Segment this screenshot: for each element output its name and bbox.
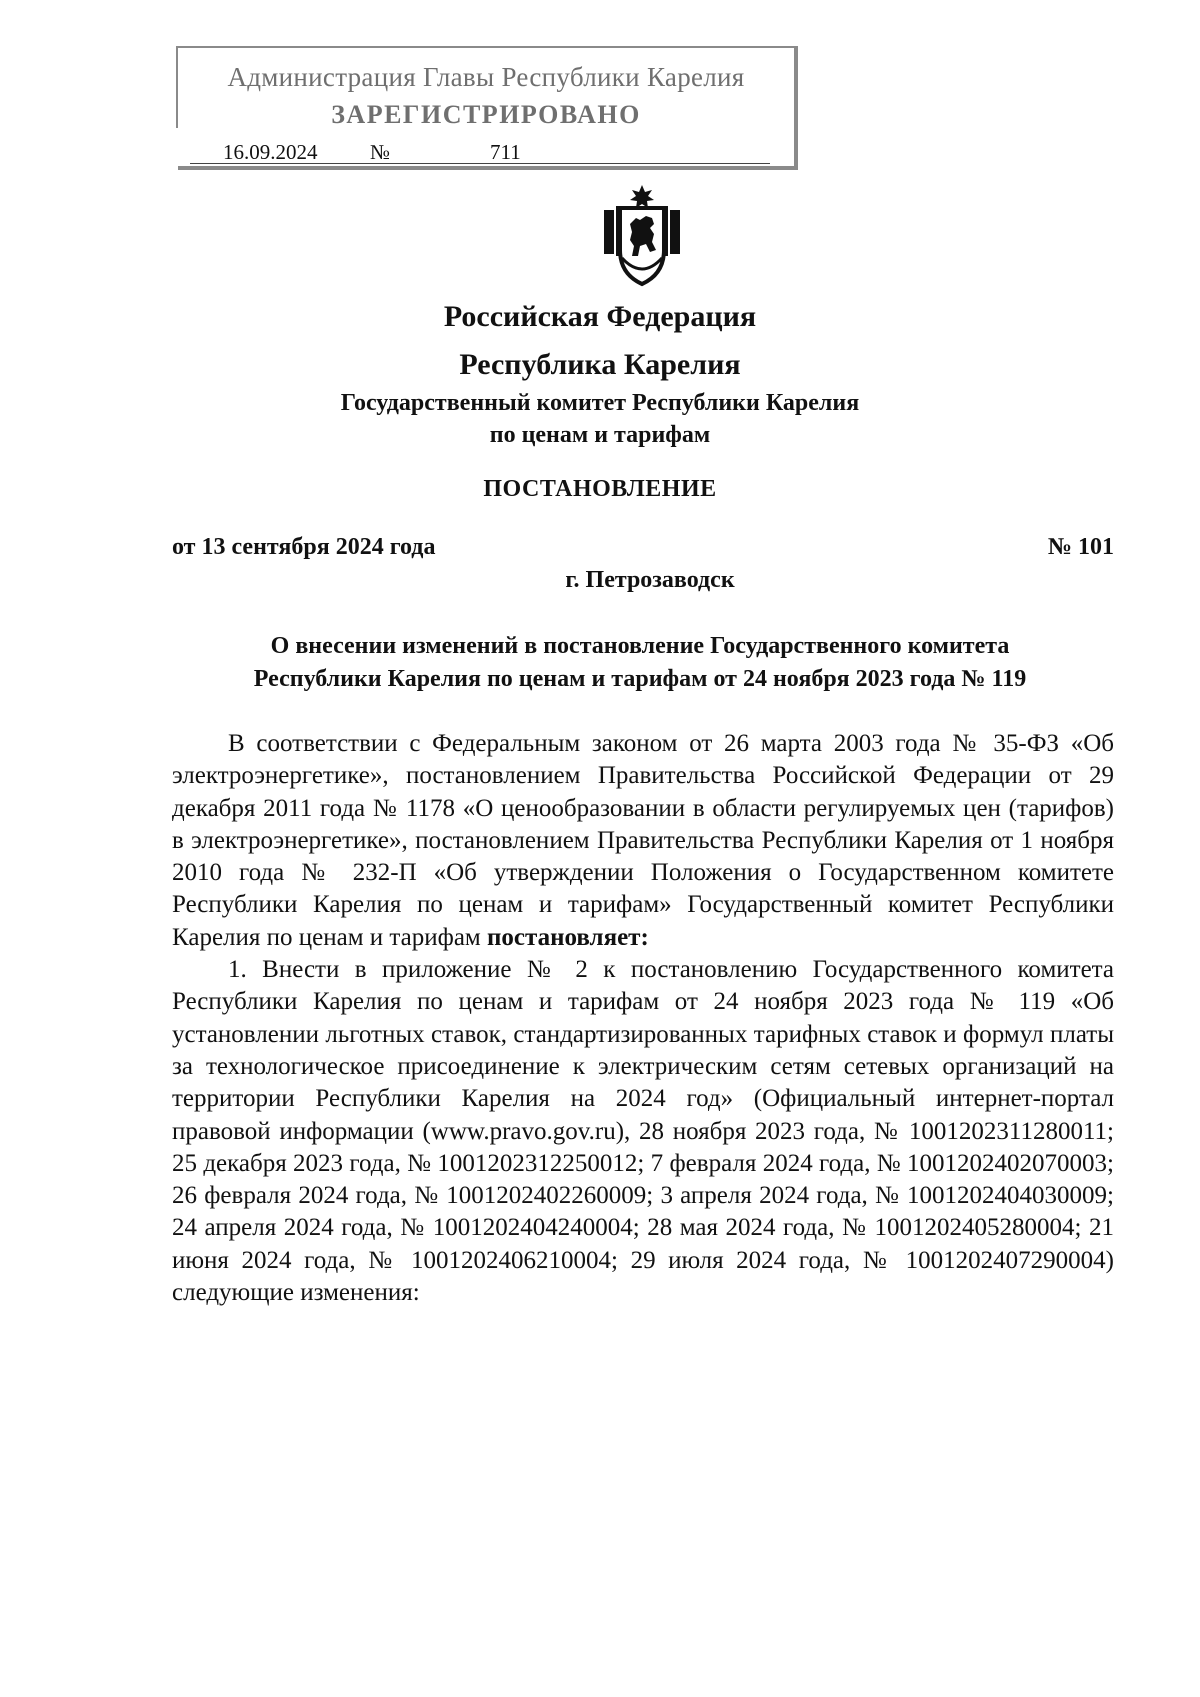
- document-type-heading: ПОСТАНОВЛЕНИЕ: [483, 476, 717, 502]
- federation-heading: Российская Федерация: [443, 300, 757, 333]
- stamp-underline: [190, 163, 770, 164]
- stamp-organization: Администрация Главы Республики Карелия: [227, 62, 745, 92]
- stamp-number-sign: №: [370, 140, 391, 164]
- stamp-number: 711: [490, 140, 521, 164]
- republic-heading: Республика Карелия: [459, 348, 741, 381]
- committee-heading-line2: по ценам и тарифам: [489, 422, 711, 448]
- document-city: г. Петрозаводск: [565, 567, 735, 593]
- body-paragraph-item-1: 1. Внести в приложение № 2 к постановлению Государственного комитета Республики Карелия по ценам и тарифам от 24 ноября 2023 года № 119 «Об установлении льготных ставок, стандартизированных тарифных ставок и формул платы за технологическое присоединение к электрическим сетям сетевых организаций на территории Республики Карелия на 2024 год» (Официальный интернет-портал правовой информации (www.pravo.gov.ru), 28 ноября 2023 года, № 1001202311280011; 25 декабря 2023 года, № 1001202312250012; 7 февраля 2024 года, № 1001202402070003; 26 февраля 2024 года, № 1001202402260009; 3 апреля 2024 года, № 1001202404030009; 24 апреля 2024 года, № 1001202404240004; 28 мая 2024 года, № 1001202405280004; 21 июня 2024 года, № 1001202406210004; 29 июля 2024 года, № 1001202407290004) следующие изменения:: [172, 956, 1114, 1307]
- document-date: от 13 сентября 2024 года: [172, 534, 436, 560]
- stamp-date: 16.09.2024: [223, 140, 318, 164]
- karelia-coat-of-arms-icon: [600, 184, 684, 288]
- document-title-line1: О внесении изменений в постановление Государственного комитета: [270, 633, 1010, 659]
- registration-stamp: [178, 46, 798, 170]
- document-body: [172, 728, 1114, 1309]
- committee-heading-line1: Государственный комитет Республики Карелия: [340, 390, 860, 416]
- stamp-status: ЗАРЕГИСТРИРОВАНО: [331, 100, 641, 129]
- preamble-decree-word: постановляет:: [487, 923, 649, 951]
- preamble-text: В соответствии с Федеральным законом от 26 марта 2003 года № 35-ФЗ «Об электроэнергетике», постановлением Правительства Российской Федерации от 29 декабря 2011 года № 1178 «О ценообразовании в области регулируемых цен (тарифов) в электроэнергетике», постановлением Правительства Республики Карелия от 1 ноября 2010 года № 232-П «Об утверждении Положения о Государственном комитете Республики Карелия по ценам и тарифам» Государственный комитет Республики Карелия по ценам и тарифам: [172, 730, 1114, 951]
- stamp-registration-line: [190, 140, 770, 164]
- document-title-line2: Республики Карелия по ценам и тарифам от 24 ноября 2023 года № 119: [253, 666, 1027, 692]
- body-paragraph-preamble: [172, 728, 1114, 954]
- document-number: № 101: [1047, 534, 1114, 560]
